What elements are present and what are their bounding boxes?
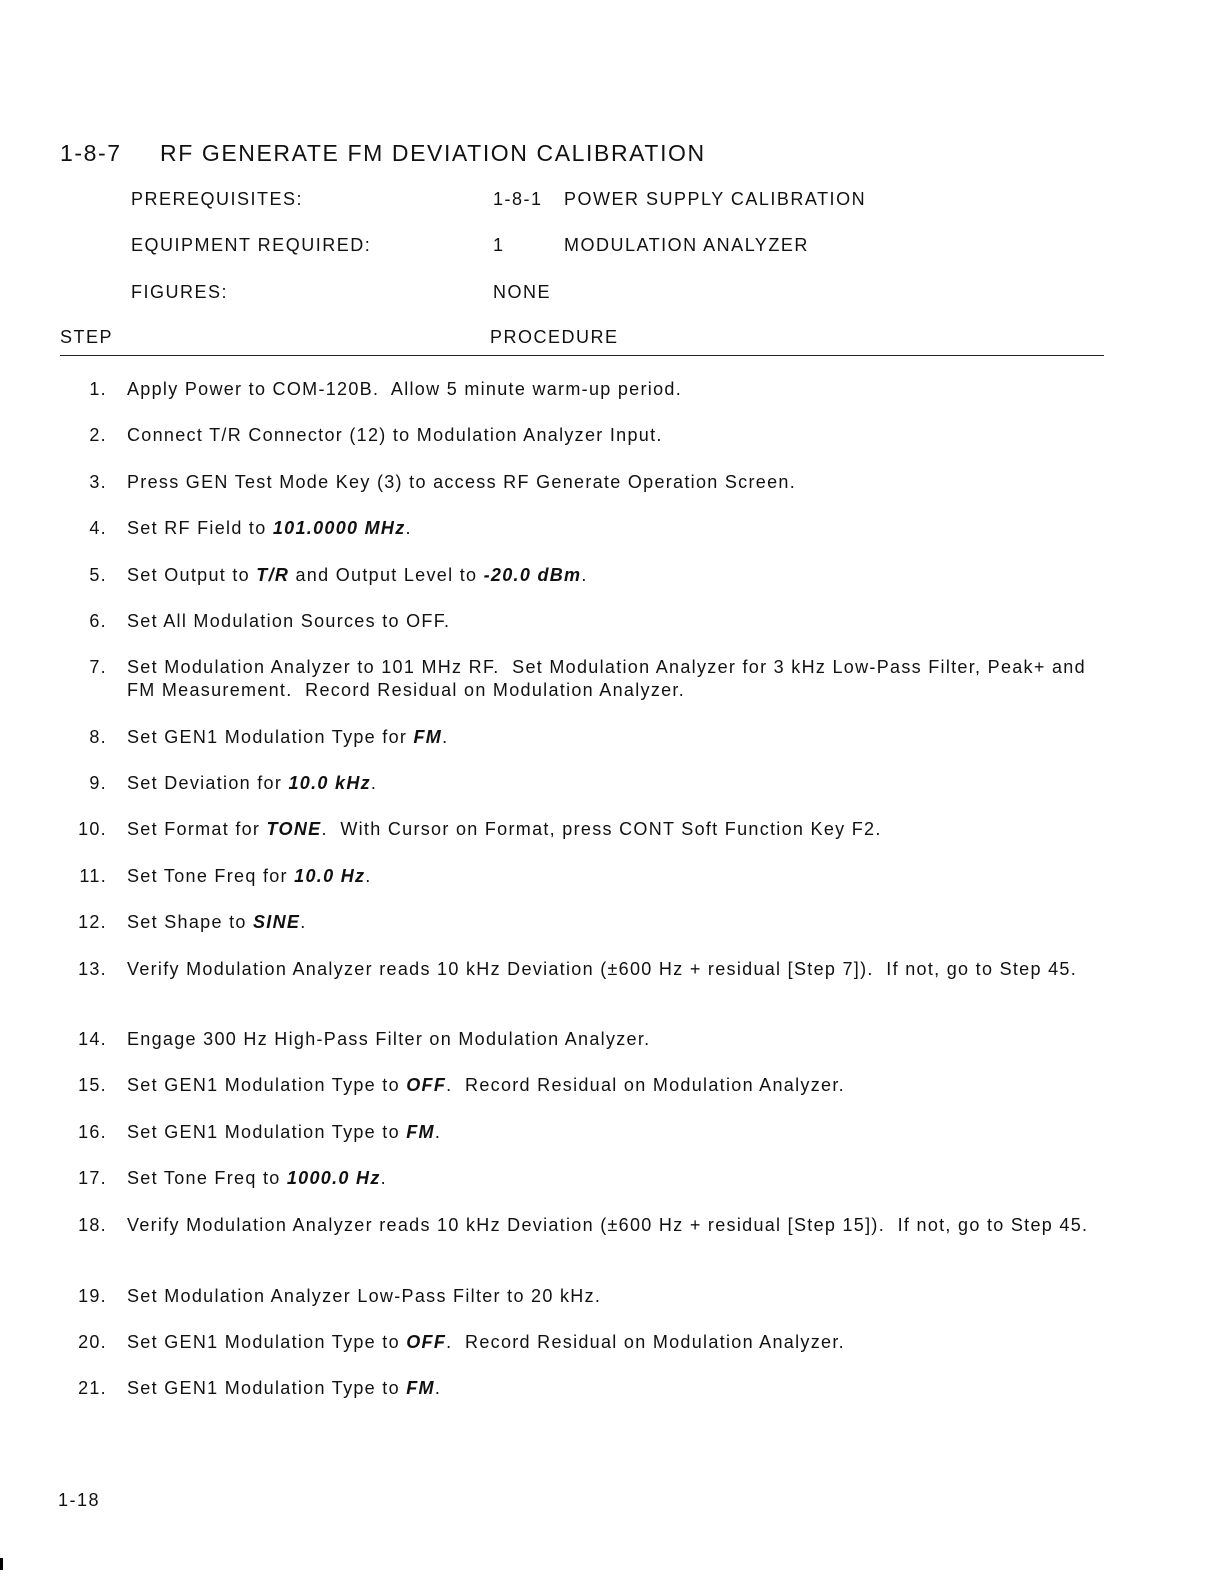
section-number: 1-8-7: [60, 140, 122, 166]
step-text-segment: Press GEN Test Mode Key (3) to access RF Generate Operation Screen.: [127, 472, 797, 492]
step-number: 6.: [89, 611, 107, 631]
step-text: [127, 1028, 1107, 1051]
step-text-segment: .: [581, 565, 588, 585]
step-text: [127, 1167, 1107, 1190]
step-setting-value: 10.0 kHz: [288, 773, 371, 793]
step-setting-value: FM: [413, 727, 443, 747]
step-text: [127, 772, 1107, 795]
page-number: 1-18: [58, 1490, 101, 1510]
step-number: 17.: [78, 1168, 107, 1188]
step-setting-value: TONE: [266, 819, 322, 839]
step-number: 13.: [78, 959, 107, 979]
step-text: [127, 378, 1107, 401]
step-setting-value: 101.0000 MHz: [272, 518, 406, 538]
step-text-segment: Set Modulation Analyzer Low-Pass Filter to 20 kHz.: [127, 1286, 602, 1306]
step-number: 20.: [78, 1332, 107, 1352]
step-number: 19.: [78, 1286, 107, 1306]
step-text: [127, 656, 1107, 702]
step-number: 11.: [79, 866, 107, 886]
step-number: 1.: [89, 379, 107, 399]
step-text-segment: . Record Residual on Modulation Analyzer.: [446, 1332, 845, 1352]
step-text: [127, 958, 1107, 981]
step-text-segment: Set GEN1 Modulation Type to: [127, 1332, 407, 1352]
step-number: 9.: [89, 773, 107, 793]
step-number: 12.: [78, 912, 107, 932]
prerequisites-label: PREREQUISITES:: [131, 189, 304, 209]
step-text-segment: Set Deviation for: [127, 773, 289, 793]
step-text-segment: Set GEN1 Modulation Type for: [127, 727, 414, 747]
step-text: [127, 1331, 1107, 1354]
step-setting-value: 1000.0 Hz: [286, 1168, 381, 1188]
step-text-segment: Apply Power to COM-120B. Allow 5 minute warm-up period.: [127, 379, 683, 399]
step-setting-value: 10.0 Hz: [294, 866, 366, 886]
step-text: [127, 865, 1107, 888]
step-setting-value: -20.0 dBm: [483, 565, 582, 585]
step-text-segment: Set Format for: [127, 819, 267, 839]
step-number: 4.: [89, 518, 107, 538]
step-text-segment: and Output Level to: [289, 565, 484, 585]
step-text-segment: Set GEN1 Modulation Type to: [127, 1075, 407, 1095]
step-setting-value: FM: [406, 1122, 435, 1142]
step-text: [127, 1285, 1107, 1308]
step-text-segment: .: [405, 518, 412, 538]
step-number: 5.: [89, 565, 107, 585]
section-heading: [60, 140, 706, 167]
prerequisites-ref: 1-8-1: [493, 189, 543, 209]
step-text: [127, 564, 1107, 587]
step-text: [127, 818, 1107, 841]
step-text-segment: . With Cursor on Format, press CONT Soft Function Key F2.: [321, 819, 882, 839]
step-text-segment: Verify Modulation Analyzer reads 10 kHz Deviation (±600 Hz + residual [Step 7]). If not, go to Step 45.: [127, 959, 1078, 979]
step-number: 7.: [89, 657, 107, 677]
figures-value: NONE: [493, 282, 552, 302]
step-text: [127, 911, 1107, 934]
step-text: [127, 610, 1107, 633]
scan-artifact-mark: [0, 1558, 3, 1570]
step-text-segment: Set Modulation Analyzer to 101 MHz RF. Set Modulation Analyzer for 3 kHz Low-Pass Filter, Peak+ and FM Measurement. Record Residual on Modulation Analyzer.: [127, 657, 1093, 700]
step-text: [127, 1074, 1107, 1097]
prerequisites-value: POWER SUPPLY CALIBRATION: [564, 189, 867, 209]
step-text-segment: Set All Modulation Sources to OFF.: [127, 611, 451, 631]
procedure-column-header: PROCEDURE: [490, 327, 619, 347]
step-setting-value: OFF: [406, 1075, 447, 1095]
step-number: 3.: [89, 472, 107, 492]
step-number: 2.: [89, 425, 107, 445]
step-number: 18.: [78, 1215, 107, 1235]
step-text-segment: .: [365, 866, 372, 886]
step-text-segment: .: [434, 1378, 442, 1398]
step-text-segment: .: [370, 773, 378, 793]
step-text-segment: .: [434, 1122, 442, 1142]
step-number: 16.: [78, 1122, 107, 1142]
step-text-segment: .: [300, 912, 307, 932]
step-text-segment: Verify Modulation Analyzer reads 10 kHz Deviation (±600 Hz + residual [Step 15]). If not, go to Step 45.: [127, 1215, 1089, 1235]
step-number: 10.: [78, 819, 107, 839]
step-column-header: STEP: [60, 327, 114, 347]
step-text-segment: .: [442, 727, 449, 747]
step-text: [127, 1214, 1107, 1237]
step-text: [127, 471, 1107, 494]
step-text-segment: Set Shape to: [127, 912, 253, 932]
step-text-segment: Set GEN1 Modulation Type to: [127, 1378, 407, 1398]
step-number: 21.: [78, 1378, 107, 1398]
step-setting-value: T/R: [256, 565, 290, 585]
step-text-segment: Set Output to: [127, 565, 257, 585]
step-number: 8.: [89, 727, 107, 747]
step-setting-value: OFF: [406, 1332, 447, 1352]
step-text: [127, 424, 1107, 447]
step-text-segment: Set GEN1 Modulation Type to: [127, 1122, 407, 1142]
step-text-segment: . Record Residual on Modulation Analyzer.: [446, 1075, 845, 1095]
figures-label: FIGURES:: [131, 282, 229, 302]
step-text: [127, 1121, 1107, 1144]
equipment-qty: 1: [493, 235, 505, 255]
step-setting-value: FM: [406, 1378, 435, 1398]
step-number: 14.: [78, 1029, 107, 1049]
step-text: [127, 1377, 1107, 1400]
step-text-segment: .: [380, 1168, 387, 1188]
step-number: 15.: [78, 1075, 107, 1095]
section-title: RF GENERATE FM DEVIATION CALIBRATION: [160, 140, 706, 166]
step-setting-value: SINE: [252, 912, 301, 932]
step-text: [127, 517, 1107, 540]
equipment-value: MODULATION ANALYZER: [564, 235, 809, 255]
equipment-label: EQUIPMENT REQUIRED:: [131, 235, 372, 255]
step-text-segment: Engage 300 Hz High-Pass Filter on Modulation Analyzer.: [127, 1029, 651, 1049]
step-text-segment: Set Tone Freq for: [127, 866, 295, 886]
procedure-table-header: [60, 327, 1104, 356]
step-text-segment: Connect T/R Connector (12) to Modulation Analyzer Input.: [127, 425, 663, 445]
step-text-segment: Set RF Field to: [127, 518, 273, 538]
step-text-segment: Set Tone Freq to: [127, 1168, 287, 1188]
step-text: [127, 726, 1107, 749]
